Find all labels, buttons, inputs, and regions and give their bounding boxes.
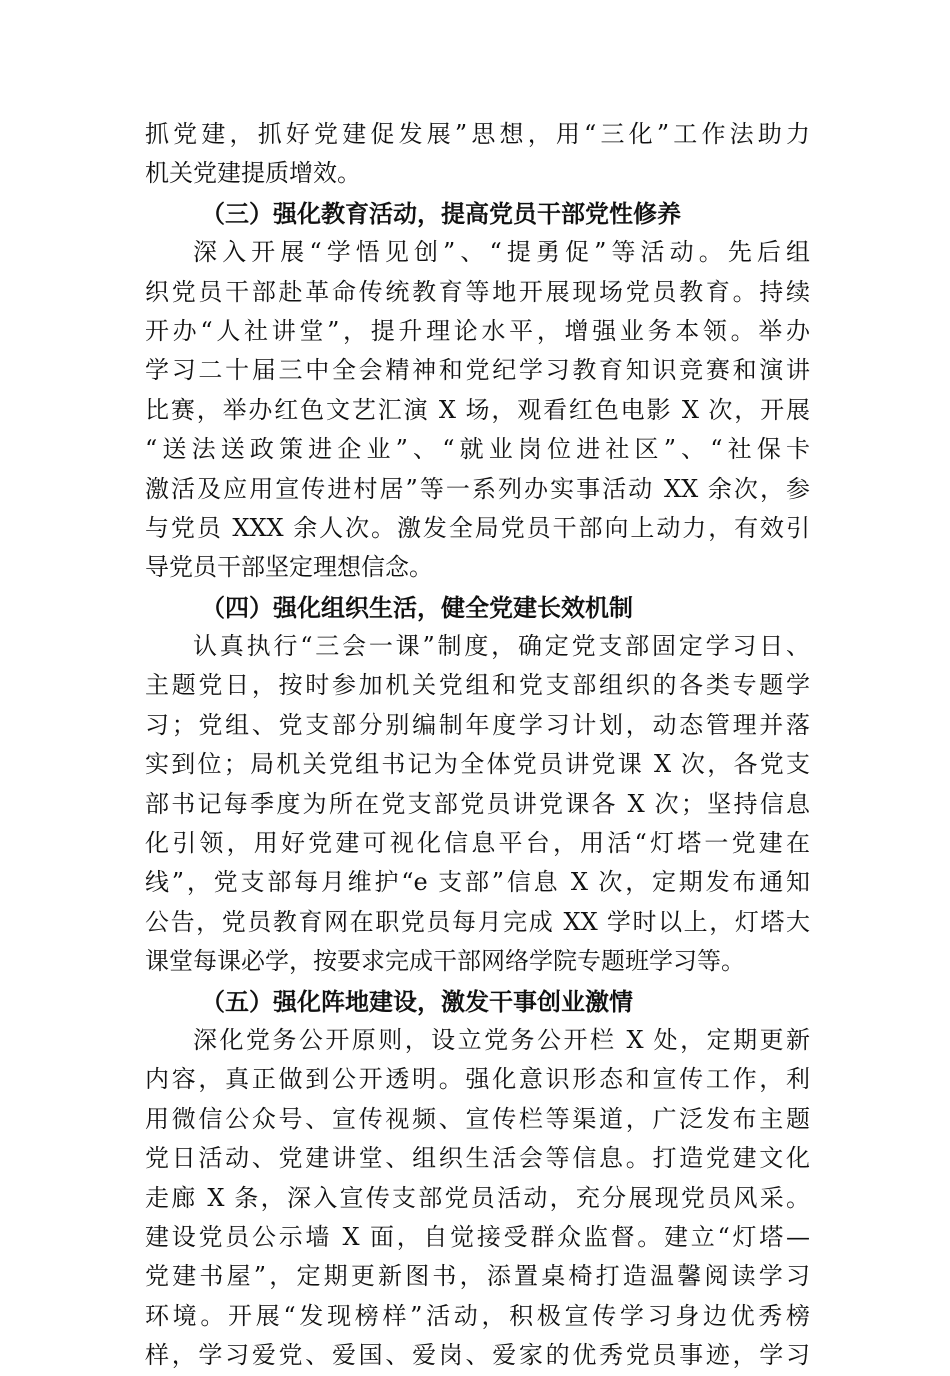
section-3-line: 学习二十届三中全会精神和党纪学习教育知识竞赛和演讲 xyxy=(145,356,810,385)
section-4-line: 公告，党员教育网在职党员每月完成 XX 学时以上，灯塔大 xyxy=(145,907,810,936)
section-4-line: 实到位；局机关党组书记为全体党员讲党课 X 次，各党支 xyxy=(145,750,810,779)
section-5-line: 走廊 X 条，深入宣传支部党员活动，充分展现党员风采。 xyxy=(145,1183,810,1212)
section-3-line: “送法送政策进企业”、“就业岗位进社区”、“社保卡 xyxy=(145,435,810,464)
section-5-line: 党日活动、党建讲堂、组织生活会等信息。打造党建文化 xyxy=(145,1144,810,1173)
section-3-line: 深入开展“学悟见创”、“提勇促”等活动。先后组 xyxy=(193,238,810,267)
section-4-line: 部书记每季度为所在党支部党员讲党课各 X 次；坚持信息 xyxy=(145,789,810,818)
section-5-line: 党建书屋”，定期更新图书，添置桌椅打造温馨阅读学习 xyxy=(145,1262,810,1291)
section-5-line: 内容，真正做到公开透明。强化意识形态和宣传工作，利 xyxy=(145,1065,810,1094)
document-page xyxy=(145,115,810,1376)
section-5-line: 用微信公众号、宣传视频、宣传栏等渠道，广泛发布主题 xyxy=(145,1104,810,1133)
section-4-line: 主题党日，按时参加机关党组和党支部组织的各类专题学 xyxy=(145,671,810,700)
intro-line-1: 抓党建，抓好党建促发展”思想，用“三化”工作法助力 xyxy=(145,120,810,148)
section-4-line: 习；党组、党支部分别编制年度学习计划，动态管理并落 xyxy=(145,710,810,739)
section-4-line: 化引领，用好党建可视化信息平台，用活“灯塔一党建在 xyxy=(145,829,810,858)
section-5-heading: （五）强化阵地建设，激发干事创业激情 xyxy=(201,986,633,1016)
section-3-heading: （三）强化教育活动，提高党员干部党性修养 xyxy=(201,198,681,228)
section-3-line: 开办“人社讲堂”，提升理论水平，增强业务本领。举办 xyxy=(145,316,810,345)
section-3-line: 与党员 XXX 余人次。激发全局党员干部向上动力，有效引 xyxy=(145,513,810,542)
section-3-line: 激活及应用宣传进村居”等一系列办实事活动 XX 余次，参 xyxy=(145,474,810,503)
section-4-line: 课堂每课必学，按要求完成干部网络学院专题班学习等。 xyxy=(145,947,745,976)
section-4-line: 线”，党支部每月维护“e 支部”信息 X 次，定期发布通知 xyxy=(145,868,810,897)
section-4-line: 认真执行“三会一课”制度，确定党支部固定学习日、 xyxy=(193,632,810,661)
section-4-heading: （四）强化组织生活，健全党建长效机制 xyxy=(201,592,633,622)
section-5-line: 样，学习爱党、爱国、爱岗、爱家的优秀党员事迹，学习 xyxy=(145,1341,810,1370)
section-5-line: 环境。开展“发现榜样”活动，积极宣传学习身边优秀榜 xyxy=(145,1301,810,1330)
intro-line-2: 机关党建提质增效。 xyxy=(145,159,361,188)
section-3-line: 导党员干部坚定理想信念。 xyxy=(145,553,433,582)
section-5-line: 建设党员公示墙 X 面，自觉接受群众监督。建立“灯塔— xyxy=(145,1222,810,1251)
section-5-line: 深化党务公开原则，设立党务公开栏 X 处，定期更新 xyxy=(193,1025,810,1054)
section-3-line: 比赛，举办红色文艺汇演 X 场，观看红色电影 X 次，开展 xyxy=(145,395,810,424)
section-3-line: 织党员干部赴革命传统教育等地开展现场党员教育。持续 xyxy=(145,277,810,306)
